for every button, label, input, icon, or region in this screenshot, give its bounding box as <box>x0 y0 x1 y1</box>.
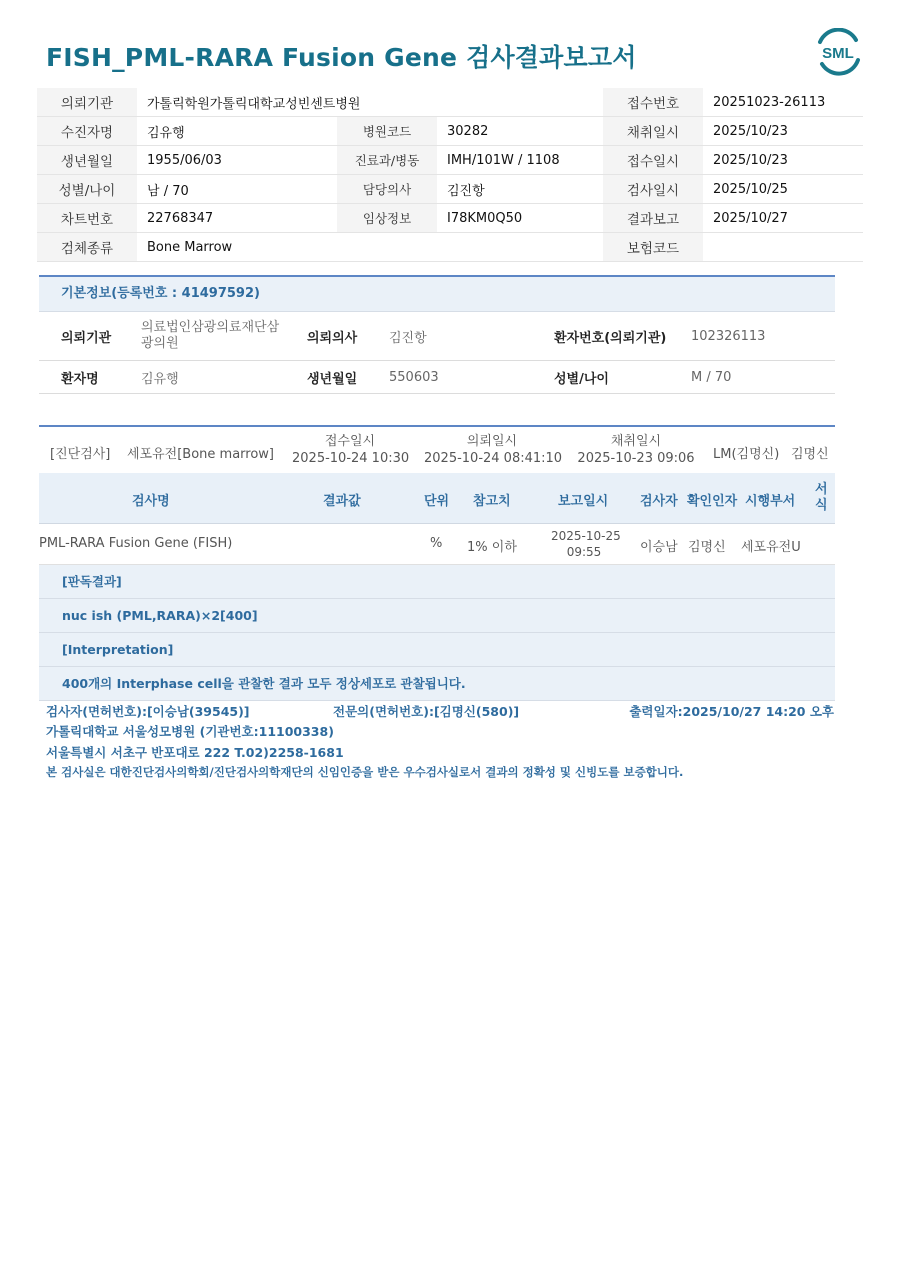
info-label: 보험코드 <box>603 233 703 262</box>
result-table-header <box>39 473 835 524</box>
test-category: [진단검사] <box>50 447 111 462</box>
patient-id-label: 환자번호(의뢰기관) <box>554 312 691 361</box>
dob-label: 생년월일 <box>307 361 389 394</box>
info-label: 검사일시 <box>603 175 703 204</box>
info-value: 2025/10/23 <box>703 146 863 175</box>
result-row <box>39 524 835 565</box>
info-label: 접수일시 <box>603 146 703 175</box>
tester-value: 이승남 <box>640 540 678 555</box>
collected-label: 채취일시 <box>610 434 662 449</box>
info-value: I78KM0Q50 <box>437 204 603 233</box>
confirmer-value: 김명신 <box>688 540 726 555</box>
footer-tester: 검사자(면허번호):[이승남(39545)] <box>46 704 250 719</box>
col-unit: 단위 <box>424 494 450 509</box>
req-org-label: 의뢰기관 <box>39 312 141 361</box>
info-value: IMH/101W / 1108 <box>437 146 603 175</box>
footer-address: 서울특별시 서초구 반포대로 222 T.02)2258-1681 <box>46 745 344 760</box>
info-row <box>37 117 863 146</box>
info-label: 임상정보 <box>337 204 437 233</box>
info-value: 남 / 70 <box>137 175 337 204</box>
info-label: 담당의사 <box>337 175 437 204</box>
note-result-title: [판독결과] <box>39 565 835 599</box>
report-date: 2025-10-25 <box>551 529 621 543</box>
report-time: 09:55 <box>566 545 602 559</box>
info-row <box>37 88 863 117</box>
req-org-value: 의료법인삼광의료재단삼광의원 <box>141 312 307 361</box>
info-label: 생년월일 <box>37 146 137 175</box>
footer-hospital: 가톨릭대학교 서울성모병원 (기관번호:11100338) <box>46 724 334 739</box>
col-dept: 시행부서 <box>745 494 796 509</box>
received-label: 접수일시 <box>324 434 376 449</box>
info-value: 2025/10/25 <box>703 175 863 204</box>
info-label: 접수번호 <box>603 88 703 117</box>
col-confirmer: 확인인자 <box>687 494 738 509</box>
dept-value: 세포유전U <box>741 540 801 555</box>
req-doc-label: 의뢰의사 <box>307 312 389 361</box>
basic-info-header: 기본정보(등록번호 : 41497592) <box>39 277 835 312</box>
info-value: Bone Marrow <box>137 233 603 262</box>
requested-value: 2025-10-24 08:41:10 <box>424 451 563 466</box>
info-row <box>37 146 863 175</box>
info-value: 22768347 <box>137 204 337 233</box>
requested-label: 의뢰일시 <box>466 434 518 449</box>
note-interpretation-title: [Interpretation] <box>39 633 835 667</box>
info-label: 채취일시 <box>603 117 703 146</box>
info-row <box>37 175 863 204</box>
col-value: 결과값 <box>323 494 361 509</box>
basic-info-section <box>39 275 835 394</box>
signer-value: 김명신 <box>791 447 829 462</box>
info-label: 의뢰기관 <box>37 88 137 117</box>
info-value: 1955/06/03 <box>137 146 337 175</box>
col-format: 서식 <box>815 482 828 513</box>
info-value: 2025/10/27 <box>703 204 863 233</box>
sml-logo <box>812 28 864 76</box>
report-title: FISH_PML-RARA Fusion Gene 검사결과보고서 <box>46 43 637 72</box>
collected-value: 2025-10-23 09:06 <box>577 451 695 466</box>
info-label: 수진자명 <box>37 117 137 146</box>
info-row <box>37 204 863 233</box>
col-report-date: 보고일시 <box>558 494 609 509</box>
result-section <box>39 425 835 701</box>
info-row <box>37 233 863 262</box>
patient-name-value: 김유행 <box>141 361 307 394</box>
col-test-name: 검사명 <box>132 494 170 509</box>
lm-value: LM(김명신) <box>713 447 780 462</box>
info-label: 결과보고 <box>603 204 703 233</box>
dob-value: 550603 <box>389 361 554 394</box>
info-value: 김유행 <box>137 117 337 146</box>
info-value: 30282 <box>437 117 603 146</box>
patient-name-label: 환자명 <box>39 361 141 394</box>
footer-specialist: 전문의(면허번호):[김명신(580)] <box>333 704 520 719</box>
col-ref: 참고치 <box>473 494 511 509</box>
test-summary-row <box>39 427 835 473</box>
test-unit: % <box>430 536 443 551</box>
info-value: 2025/10/23 <box>703 117 863 146</box>
logo-text: SML <box>822 45 854 62</box>
footer-certification: 본 검사실은 대한진단검사의학회/진단검사의학재단의 신임인증을 받은 우수검사실로서 결과의 정확성 및 신빙도를 보증합니다. <box>46 765 684 779</box>
test-name: PML-RARA Fusion Gene (FISH) <box>39 536 233 551</box>
basic-info-table <box>39 312 835 394</box>
info-label: 차트번호 <box>37 204 137 233</box>
info-value: 가톨릭학원가톨릭대학교성빈센트병원 <box>137 88 603 117</box>
info-value: 20251023-26113 <box>703 88 863 117</box>
info-label: 진료과/병동 <box>337 146 437 175</box>
info-value: 김진항 <box>437 175 603 204</box>
sex-age-value: M / 70 <box>691 361 835 394</box>
info-label: 병원코드 <box>337 117 437 146</box>
patient-info-grid <box>37 88 863 262</box>
test-ref: 1% 이하 <box>467 540 517 555</box>
req-doc-value: 김진항 <box>389 312 554 361</box>
info-label: 성별/나이 <box>37 175 137 204</box>
received-value: 2025-10-24 10:30 <box>292 451 410 466</box>
col-tester: 검사자 <box>640 494 678 509</box>
patient-id-value: 102326113 <box>691 312 835 361</box>
note-interpretation: 400개의 Interphase cell을 관찰한 결과 모두 정상세포로 관찰됩니다. <box>39 667 835 701</box>
info-value <box>703 233 863 262</box>
footer-printed: 출력일자:2025/10/27 14:20 오후 <box>629 704 834 719</box>
test-dept: 세포유전[Bone marrow] <box>127 447 275 462</box>
sex-age-label: 성별/나이 <box>554 361 691 394</box>
info-label: 검체종류 <box>37 233 137 262</box>
note-karyotype: nuc ish (PML,RARA)×2[400] <box>39 599 835 633</box>
